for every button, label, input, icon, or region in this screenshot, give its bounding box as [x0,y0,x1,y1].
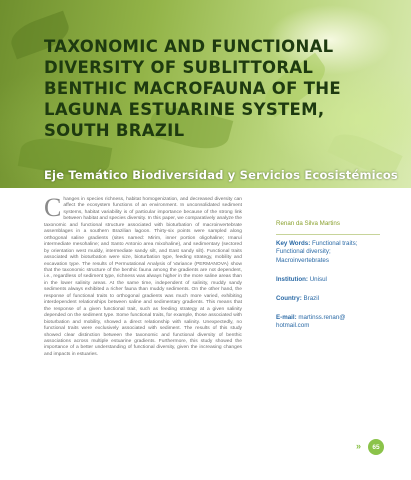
keywords-value: Functional traits; Functional diversity; Macroinvertebrates [276,240,358,264]
country-block [276,295,380,303]
header-banner [0,0,411,188]
drop-cap: C [44,193,62,222]
metadata-sidebar [276,220,380,342]
page-number-badge: 65 [368,439,384,455]
abstract-body: hanges in species richness, habitat homogenization, and decreased diversity can affect the ecosystem functions of an environment. In unconsolidated sediment systems, habitat variability is of particular importance because of the strong link between habitat and species diversity. In this paper, we comparatively analyze the taxonomic and functional structure associated with bioturbation of macroinvertebrate assemblages in a southern Brazilian lagoon. Thirty-six points were sampled along orthogonal saline gradients (sites named: Mirim, inner portion oligohaline; Imaruí intermediate mesohaline; and Santo Antonio area mixohaline), and sedimentary (sectored by orientation west muddy, intermediate sandy silt, and East sandy silt). Functional traits associated with bioturbation were size, bioturbation type, feeding strategy, mobility and excavation type. The results of Permutational Analysis of Variance (PERMANOVA) show that the taxonomic structure of the benthic fauna among the gradients are not dependent, i.e., regardless of sediment type, richness was always higher in the more saline areas than in the lower salinity areas. At the same time, independent of salinity, muddy sandy sediments always exhibited a richer fauna than muddy sediments. On the other hand, the response of functional traits to orthogonal gradients was much more varied, exhibiting interdependent relationships between saline and sedimentary gradients. This means that the response of a given functional trait, such as feeding strategy at a given salinity depended on the sediment type. Some functional traits, for example, those associated with bioturbation and mobility, showed a direct relationship with salinity. Unexpectedly, no functional traits were exclusively associated with sediment. The results of this study showed clear distinction between the taxonomic and functional diversity of benthic associations across multiple estuarine gradients. Furthermore, this study showed the importance of a better understanding of functional diversity, given the increasing changes and impacts in estuaries. [44,197,242,357]
abstract-text [44,193,242,358]
country-label: Country: [276,295,302,303]
section-subtitle: Eje Temático Biodiversidad y Servicios Ecosistémicos [44,168,398,182]
email-label: E-mail: [276,314,297,322]
keywords-block [276,240,380,265]
email-value[interactable]: martinss.renan@ hotmail.com [276,314,346,330]
country-value: Brazil [303,295,319,303]
institution-value: Unisul [309,275,327,283]
chevron-icon: » [356,441,360,451]
page-title: TAXONOMIC AND FUNCTIONAL DIVERSITY OF SUBLITTORAL BENTHIC MACROFAUNA OF THE LAGUNA ESTUARINE SYSTEM, SOUTH BRAZIL [44,37,341,140]
keywords-label: Key Words: [276,240,311,248]
institution-block [276,276,380,284]
email-block [276,314,380,330]
institution-label: Institution: [276,275,308,283]
author-name: Renan da Silva Martins [276,220,380,235]
